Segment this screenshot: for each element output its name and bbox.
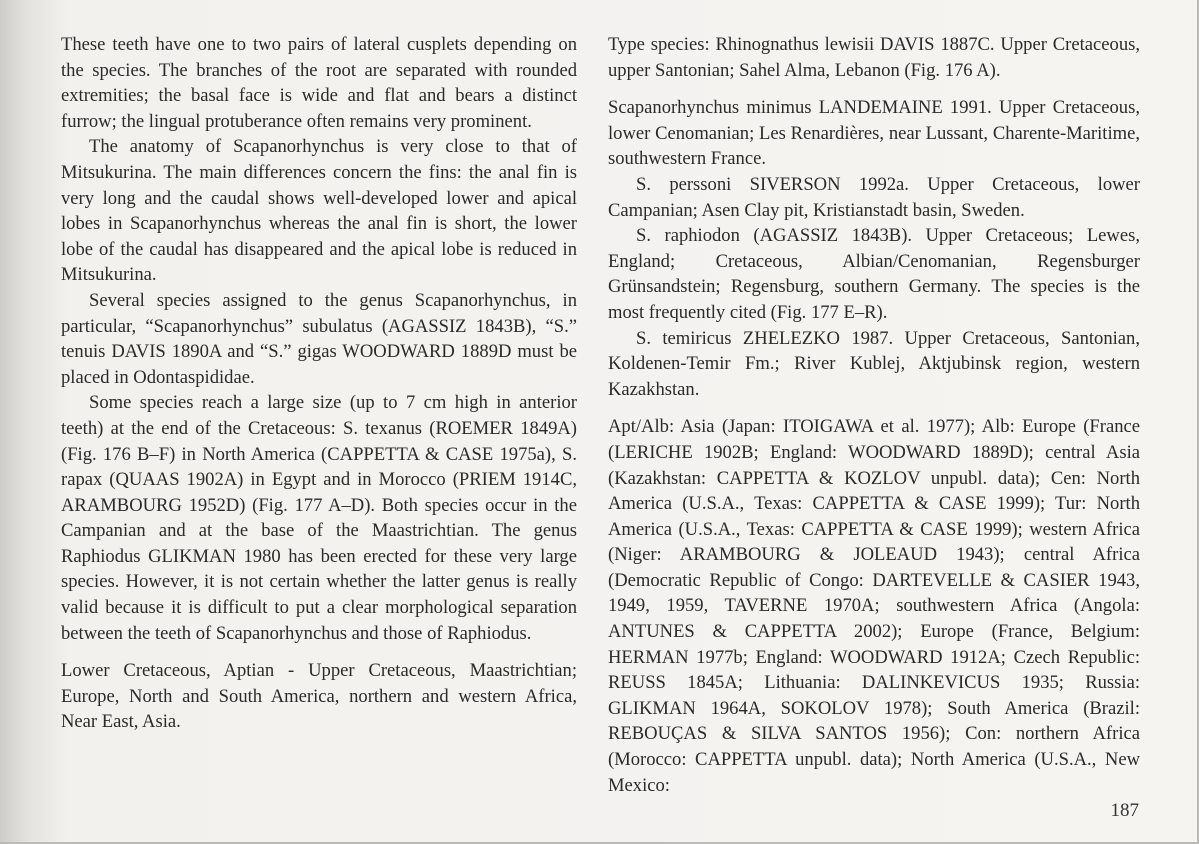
paragraph-tooth-description: These teeth have one to two pairs of lateral cusplets depending on the species. The branches of the root are separated with rounded extremities; the basal face is wide and flat and bears a distinct furrow; the lingual protuberance often remains very prominent. bbox=[61, 34, 577, 132]
paragraph-minimus: Scapanorhynchus minimus LANDEMAINE 1991. Upper Cretaceous, lower Cenomanian; Les Renardières, near Lussant, Charente-Maritime, southwestern France. bbox=[608, 97, 1140, 170]
paragraph-large-species: Some species reach a large size (up to 7 cm high in anterior teeth) at the end of the Cretaceous: S. texanus (ROEMER 1849A) (Fig. 176 B–F) in North America (CAPPETTA & CASE 1975a), S. rapax (QUAAS 1902A) in Egypt and in Morocco (PRIEM 1914C, ARAMBOURG 1952D) (Fig. 177 A–D). Both species occur in the Campanian and at the base of the Maastrichtian. The genus Raphiodus GLIKMAN 1980 has been erected for these very large species. However, it is not certain whether the latter genus is really valid because it is difficult to put a clear morphological separation between the teeth of Scapanorhynchus and those of Raphiodus. bbox=[61, 392, 577, 644]
left-column bbox=[61, 32, 577, 735]
paragraph-type-species: Type species: Rhinognathus lewisii DAVIS 1887C. Upper Cretaceous, upper Santonian; Sahel Alma, Lebanon (Fig. 176 A). bbox=[608, 34, 1140, 81]
paragraph-perssoni: S. perssoni SIVERSON 1992a. Upper Cretaceous, lower Campanian; Asen Clay pit, Kristianstadt basin, Sweden. bbox=[608, 173, 1140, 221]
paragraph-distribution: Apt/Alb: Asia (Japan: ITOIGAWA et al. 1977); Alb: Europe (France (LERICHE 1902B; England: WOODWARD 1889D); central Asia (Kazakhstan: CAPPETTA & KOZLOV unpubl. data); Cen: North America (U.S.A., Texas: CAPPETTA & CASE 1999); Tur: North America (U.S.A., Texas: CAPPETTA & CASE 1999); western Africa (Niger: ARAMBOURG & JOLEAUD 1943); central Africa (Democratic Republic of Congo: DARTEVELLE & CASIER 1943, 1949, 1959, TAVERNE 1970A; southwestern Africa (Angola: ANTUNES & CAPPETTA 2002); Europe (France, Belgium: HERMAN 1977b; England: WOODWARD 1912A; Czech Republic: REUSS 1845A; Lithuania: DALINKEVICUS 1935; Russia: GLIKMAN 1964A, SOKOLOV 1978); South America (Brazil: REBOUÇAS & SILVA SANTOS 1956); Con: northern Africa (Morocco: CAPPETTA unpubl. data); North America (U.S.A., New Mexico: bbox=[608, 416, 1140, 796]
paragraph-anatomy: The anatomy of Scapanorhynchus is very close to that of Mitsukurina. The main differences concern the fins: the anal fin is very long and the caudal shows well-developed lower and apical lobes in Scapanorhynchus whereas the anal fin is short, the lower lobe of the caudal has disappeared and the apical lobe is reduced in Mitsukurina. bbox=[61, 136, 577, 286]
paragraph-species-assigned: Several species assigned to the genus Scapanorhynchus, in particular, “Scapanorhynchus” subulatus (AGASSIZ 1843B), “S.” tenuis DAVIS 1890A and “S.” gigas WOODWARD 1889D must be placed in Odontaspididae. bbox=[61, 289, 577, 388]
page-number: 187 bbox=[1110, 800, 1139, 821]
paragraph-range: Lower Cretaceous, Aptian - Upper Cretaceous, Maastrichtian; Europe, North and South America, northern and western Africa, Near East, Asia. bbox=[61, 660, 577, 733]
paragraph-raphiodon: S. raphiodon (AGASSIZ 1843B). Upper Cretaceous; Lewes, England; Cretaceous, Albian/Cenomanian, Regensburger Grünsandstein; Regensburg, southern Germany. The species is the most frequently cited (Fig. 177 E–R). bbox=[608, 225, 1140, 323]
right-column bbox=[608, 32, 1140, 798]
paragraph-temiricus: S. temiricus ZHELEZKO 1987. Upper Cretaceous, Santonian, Koldenen-Temir Fm.; River Kublej, Aktjubinsk region, western Kazakhstan. bbox=[608, 327, 1140, 400]
